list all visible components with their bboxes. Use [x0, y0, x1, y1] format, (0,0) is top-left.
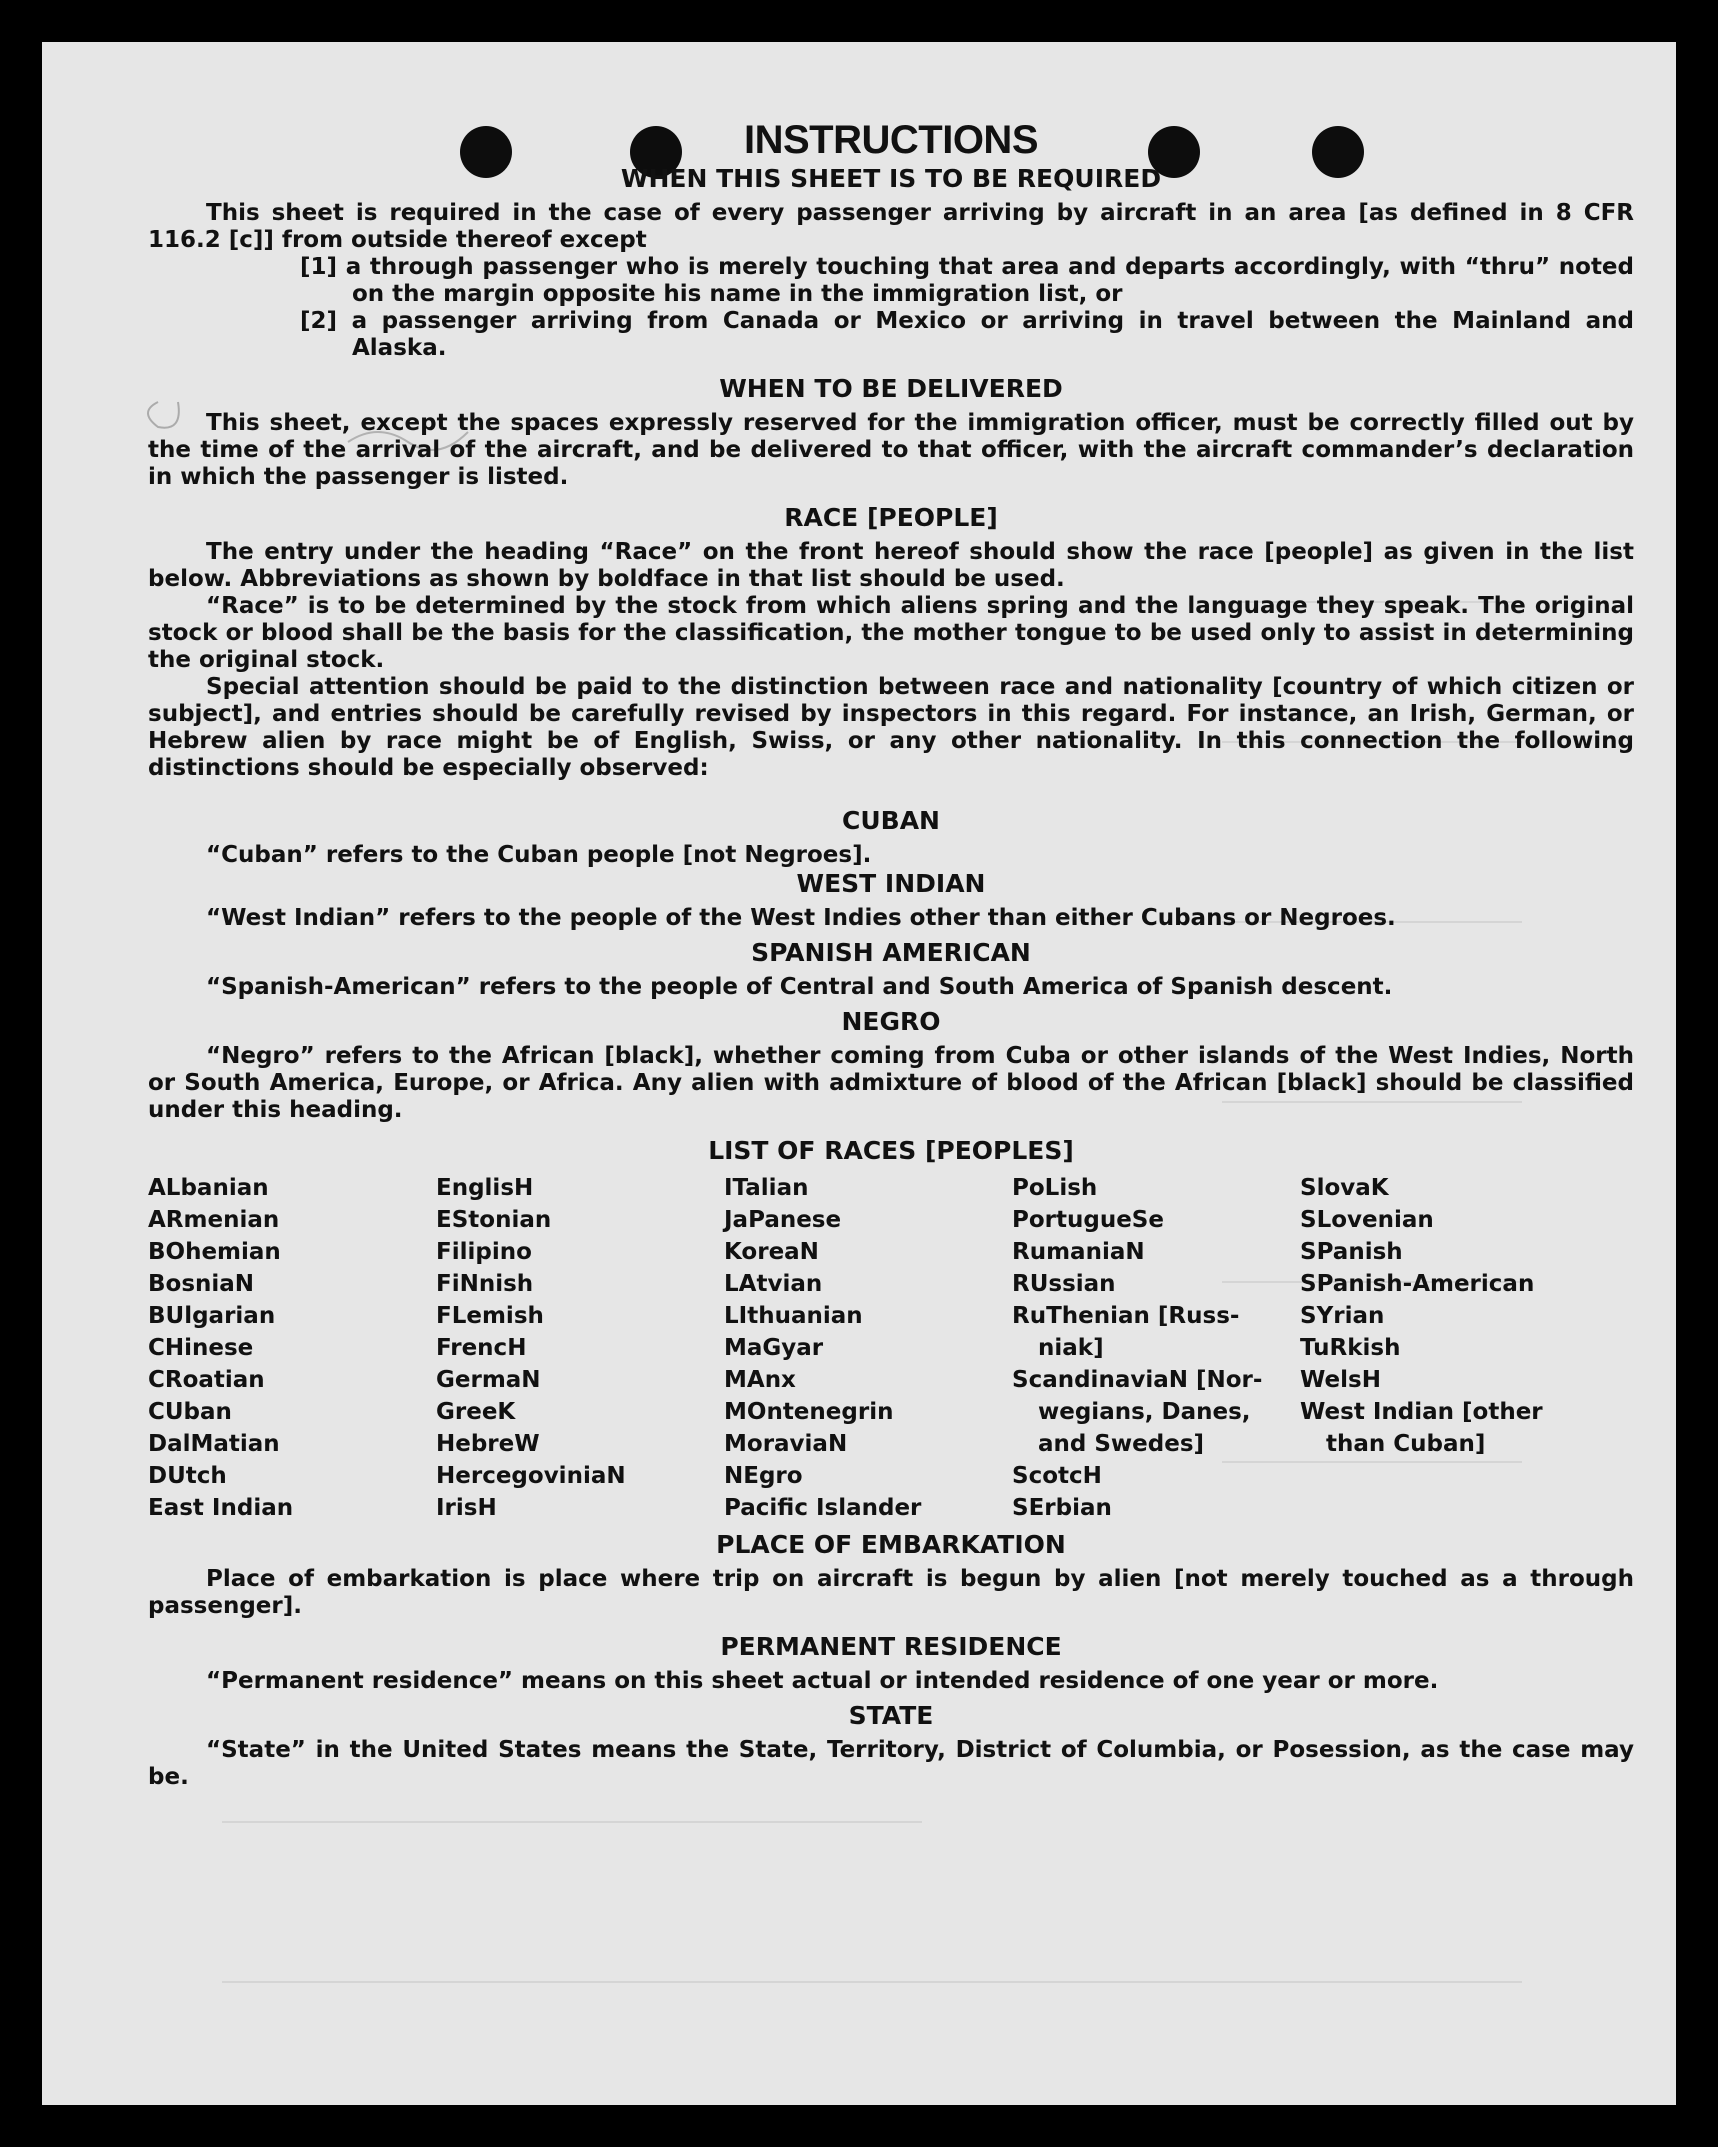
section-heading: WEST INDIAN: [796, 869, 986, 898]
section-heading: LIST OF RACES [PEOPLES]: [708, 1136, 1074, 1165]
races-column-3: [724, 1172, 1012, 1524]
race-entry: PortugueSe: [1012, 1207, 1164, 1233]
list-item: [1] a through passenger who is merely touching that area and departs accordingly, with “thru” noted on the margin opposite his name in the immigration list, or: [300, 254, 1634, 307]
section-spanish-american: [148, 938, 1634, 1001]
races-column-5: [1300, 1172, 1588, 1524]
race-entry: wegians, Danes,: [1038, 1399, 1251, 1425]
section-negro: [148, 1007, 1634, 1124]
paragraph: “State” in the United States means the State, Territory, District of Columbia, or Posession, as the case may be.: [148, 1737, 1634, 1790]
races-column-4: [1012, 1172, 1300, 1524]
race-entry: FrencH: [436, 1335, 527, 1361]
section-when-delivered: [148, 374, 1634, 491]
section-heading: SPANISH AMERICAN: [751, 938, 1031, 967]
race-entry: TuRkish: [1300, 1335, 1401, 1361]
race-entry: East Indian: [148, 1495, 294, 1521]
race-entry: BOhemian: [148, 1239, 281, 1265]
race-entry: CHinese: [148, 1335, 254, 1361]
race-entry: BosniaN: [148, 1271, 255, 1297]
race-entry: SErbian: [1012, 1495, 1112, 1521]
race-entry: EnglisH: [436, 1175, 534, 1201]
list-item: [2] a passenger arriving from Canada or Mexico or arriving in travel between the Mainland and Alaska.: [300, 308, 1634, 361]
section-heading: STATE: [848, 1701, 934, 1730]
section-heading: RACE [PEOPLE]: [784, 503, 998, 532]
race-entry: EStonian: [436, 1207, 552, 1233]
section-embarkation: [148, 1530, 1634, 1620]
section-list-of-races: [148, 1136, 1634, 1524]
section-heading: PLACE OF EMBARKATION: [716, 1530, 1066, 1559]
race-entry: GreeK: [436, 1399, 516, 1425]
paragraph: “Cuban” refers to the Cuban people [not Negroes].: [206, 842, 872, 868]
race-entry: and Swedes]: [1038, 1431, 1205, 1457]
race-entry: CUban: [148, 1399, 232, 1425]
race-entry: SLovenian: [1300, 1207, 1434, 1233]
section-heading: WHEN TO BE DELIVERED: [719, 374, 1063, 403]
race-entry: FiNnish: [436, 1271, 534, 1297]
race-entry: HebreW: [436, 1431, 540, 1457]
section-heading: NEGRO: [841, 1007, 941, 1036]
instructions-content: [148, 116, 1634, 1791]
race-entry: GermaN: [436, 1367, 541, 1393]
paragraph: Special attention should be paid to the distinction between race and nationality [country of which citizen or subject], and entries should be carefully revised by inspectors in this regard. For instance, an Irish, German, or Hebrew alien by race might be of English, Swiss, or any other nationality. In this connection the following distinctions should be especially observed:: [148, 674, 1634, 781]
paragraph: The entry under the heading “Race” on the front hereof should show the race [people] as given in the list below. Abbreviations as shown by boldface in that list should be used.: [148, 539, 1634, 592]
document-sheet: [42, 42, 1676, 2105]
race-entry: WelsH: [1300, 1367, 1381, 1393]
race-entry: SPanish-American: [1300, 1271, 1535, 1297]
races-column-2: [436, 1172, 724, 1524]
race-entry: Pacific Islander: [724, 1495, 922, 1521]
race-entry: SlovaK: [1300, 1175, 1389, 1201]
race-entry: LAtvian: [724, 1271, 823, 1297]
section-heading: PERMANENT RESIDENCE: [720, 1632, 1062, 1661]
race-entry: IrisH: [436, 1495, 497, 1521]
race-entry: ITalian: [724, 1175, 809, 1201]
race-entry: MOntenegrin: [724, 1399, 894, 1425]
race-entry: PoLish: [1012, 1175, 1098, 1201]
races-table: [148, 1172, 1634, 1524]
race-entry: Filipino: [436, 1239, 532, 1265]
section-west-indian: [148, 869, 1634, 932]
section-heading: WHEN THIS SHEET IS TO BE REQUIRED: [620, 164, 1162, 193]
race-entry: BUlgarian: [148, 1303, 276, 1329]
paragraph: “Permanent residence” means on this sheet actual or intended residence of one year or more.: [206, 1668, 1439, 1694]
race-entry: West Indian [other: [1300, 1399, 1543, 1425]
race-entry: JaPanese: [724, 1207, 842, 1233]
section-when-required: [148, 164, 1634, 362]
paragraph: “Negro” refers to the African [black], whether coming from Cuba or other islands of the West Indies, North or South America, Europe, or Africa. Any alien with admixture of blood of the African [black] should be classified under this heading.: [148, 1043, 1634, 1123]
paragraph: This sheet is required in the case of every passenger arriving by aircraft in an area [as defined in 8 CFR 116.2 [c]] from outside thereof except: [148, 200, 1634, 253]
paragraph: Place of embarkation is place where trip on aircraft is begun by alien [not merely touched as a through passenger].: [148, 1566, 1634, 1619]
race-entry: ScandinaviaN [Nor-: [1012, 1367, 1263, 1393]
section-heading: CUBAN: [842, 806, 940, 835]
paragraph: This sheet, except the spaces expressly reserved for the immigration officer, must be correctly filled out by the time of the arrival of the aircraft, and be delivered to that officer, with the aircraft commander’s declaration in which the passenger is listed.: [148, 410, 1634, 490]
race-entry: than Cuban]: [1326, 1431, 1486, 1457]
race-entry: RumaniaN: [1012, 1239, 1145, 1265]
section-state: [148, 1701, 1634, 1791]
race-entry: RuThenian [Russ-: [1012, 1303, 1240, 1329]
race-entry: CRoatian: [148, 1367, 265, 1393]
race-entry: MaGyar: [724, 1335, 824, 1361]
section-permanent-residence: [148, 1632, 1634, 1695]
race-entry: MoraviaN: [724, 1431, 848, 1457]
paragraph: “West Indian” refers to the people of the West Indies other than either Cubans or Negroes.: [206, 905, 1396, 931]
race-entry: niak]: [1038, 1335, 1104, 1361]
race-entry: DUtch: [148, 1463, 227, 1489]
race-entry: ScotcH: [1012, 1463, 1102, 1489]
race-entry: HercegoviniaN: [436, 1463, 626, 1489]
race-entry: NEgro: [724, 1463, 803, 1489]
race-entry: MAnx: [724, 1367, 796, 1393]
race-entry: ARmenian: [148, 1207, 280, 1233]
race-entry: LIthuanian: [724, 1303, 863, 1329]
page-title: INSTRUCTIONS: [744, 118, 1038, 162]
race-entry: FLemish: [436, 1303, 544, 1329]
races-column-1: [148, 1172, 436, 1524]
race-entry: SPanish: [1300, 1239, 1403, 1265]
section-race: [148, 503, 1634, 782]
race-entry: KoreaN: [724, 1239, 819, 1265]
paragraph: “Spanish-American” refers to the people of Central and South America of Spanish descent.: [206, 974, 1393, 1000]
section-cuban: [148, 806, 1634, 869]
race-entry: DalMatian: [148, 1431, 280, 1457]
paragraph: “Race” is to be determined by the stock from which aliens spring and the language they speak. The original stock or blood shall be the basis for the classification, the mother tongue to be used only to assist in determining the original stock.: [148, 593, 1634, 673]
race-entry: SYrian: [1300, 1303, 1385, 1329]
race-entry: ALbanian: [148, 1175, 269, 1201]
race-entry: RUssian: [1012, 1271, 1116, 1297]
